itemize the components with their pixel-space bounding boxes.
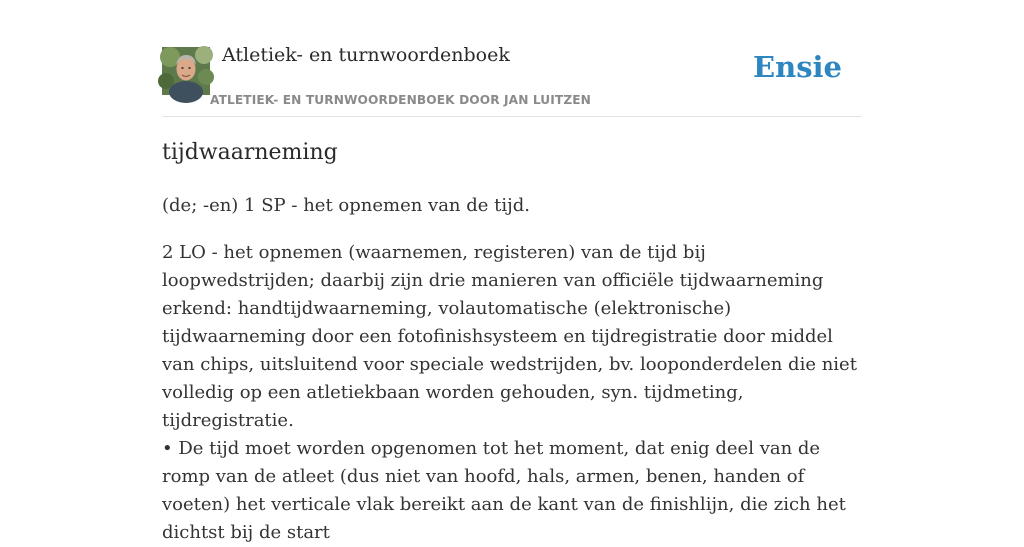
definition-paragraph: 2 LO - het opnemen (waarnemen, registeren) van de tijd bij loopwedstrijden; daarbij zijn drie manieren van officiële tijdwaarneming erkend: handtijdwaarneming, volautomatische (elektronische) tijdwaarneming door een fotofinishsysteem en tijdregistratie door middel van chips, uitsluitend voor speciale wedstrijden, bv. looponderdelen die niet volledig op een atletiekbaan worden gehouden, syn. tijdmeting, tijdregistratie. — [162, 242, 857, 431]
site-subtitle: ATLETIEK- EN TURNWOORDENBOEK DOOR JAN LUITZEN — [210, 93, 591, 107]
site-title[interactable]: Atletiek- en turnwoordenboek — [222, 44, 510, 66]
author-photo-icon — [162, 47, 210, 95]
entry-title: tijdwaarneming — [162, 140, 338, 165]
content-container — [162, 0, 862, 543]
definition-paragraph: • De tijd moet worden opgenomen tot het moment, dat enig deel van de romp van de atleet (dus niet van hoofd, hals, armen, benen, handen of voeten) het verticale vlak bereikt aan de kant van de finishlijn, die zich het dichtst bij de start — [162, 438, 846, 543]
definition-paragraph: (de; -en) 1 SP - het opnemen van de tijd. — [162, 195, 530, 216]
brand-logo[interactable]: Ensie — [753, 50, 842, 84]
site-header — [162, 0, 862, 117]
author-avatar[interactable] — [162, 47, 210, 95]
